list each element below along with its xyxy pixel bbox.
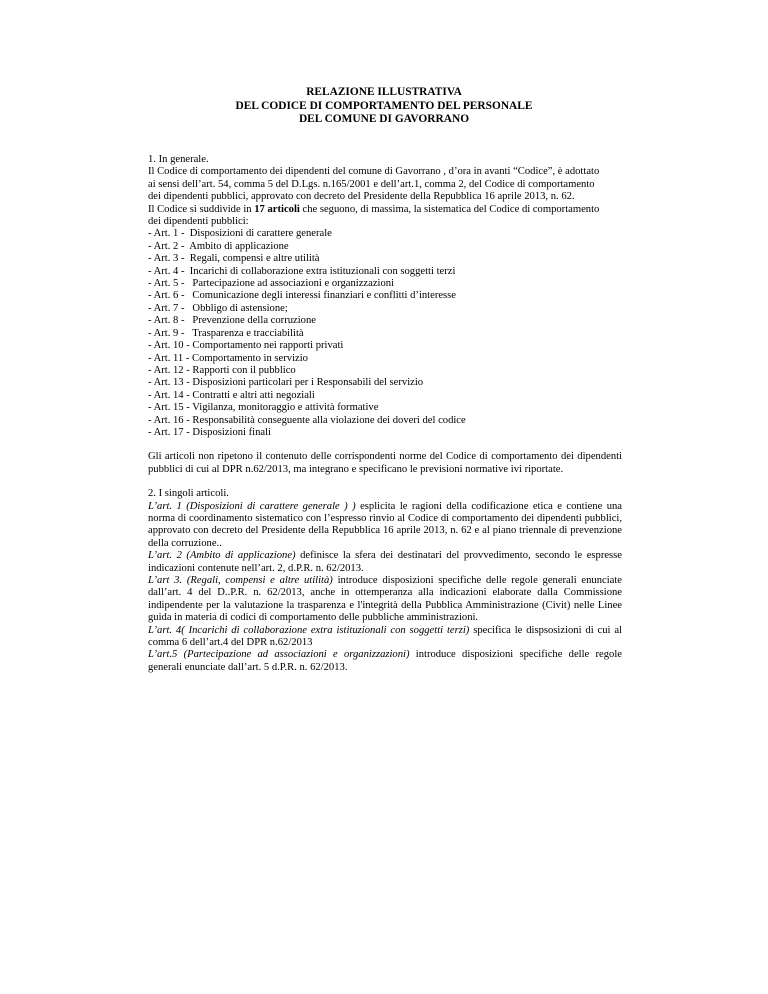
article-description xyxy=(148,550,622,575)
article-reference: L’art 3. (Regali, compensi e altre utilità) xyxy=(148,575,333,586)
article-item: - Art. 1 - Disposizioni di carattere generale xyxy=(148,228,332,240)
article-item: - Art. 10 - Comportamento nei rapporti privati xyxy=(148,340,344,352)
article-item: - Art. 11 - Comportamento in servizio xyxy=(148,352,308,364)
intro-line-1: Il Codice di comportamento dei dipendenti del comune di Gavorrano , d’ora in avanti “Codice”, è adottato xyxy=(148,166,600,178)
article-descriptions xyxy=(148,501,622,675)
subdivision-line-2: dei dipendenti pubblici: xyxy=(148,216,249,228)
article-item: - Art. 17 - Disposizioni finali xyxy=(148,426,271,438)
article-reference: L’art. 2 (Ambito di applicazione) xyxy=(148,550,296,562)
document-body xyxy=(148,154,622,674)
article-item: - Art. 9 - Trasparenza e tracciabilità xyxy=(148,327,304,339)
article-description-text: specifica le dispsosizioni di cui al comma 6 dell’art.4 del DPR n.62/2013 xyxy=(148,624,622,649)
article-item: - Art. 4 - Incarichi di collaborazione extra istituzionali con soggetti terzi xyxy=(148,265,456,277)
title-line-2: DEL CODICE DI COMPORTAMENTO DEL PERSONALE xyxy=(235,99,533,112)
closing-paragraph xyxy=(148,451,622,476)
article-description-text: definisce la sfera dei destinatari del provvedimento, secondo le espresse indicazioni contenute nell’art. 2, d.P.R. n. 62/2013. xyxy=(148,550,622,574)
title-line-1: RELAZIONE ILLUSTRATIVA xyxy=(306,86,462,98)
article-item: - Art. 15 - Vigilanza, monitoraggio e attività formative xyxy=(148,402,379,414)
subdivision-prefix: Il Codice si suddivide in xyxy=(148,203,255,215)
article-item: - Art. 16 - Responsabilità conseguente alla violazione dei doveri del codice xyxy=(148,414,466,426)
article-item: - Art. 7 - Obbligo di astensione; xyxy=(148,302,288,314)
article-item: - Art. 12 - Rapporti con il pubblico xyxy=(148,364,296,376)
article-reference: L’art. 4( Incarichi di collaborazione extra istituzionali con soggetti terzi) xyxy=(148,624,470,636)
article-item: - Art. 3 - Regali, compensi e altre utilità xyxy=(148,253,320,265)
subdivision-count: 17 articoli xyxy=(254,203,300,215)
subdivision-line xyxy=(148,204,622,216)
subdivision-suffix: che seguono, di massima, la sistematica del Codice di comportamento xyxy=(299,203,600,215)
section-1-heading: 1. In generale. xyxy=(148,154,209,165)
intro-line-3: dei dipendenti pubblici, approvato con decreto del Presidente della Repubblica 16 aprile 2013, n. 62. xyxy=(148,191,575,203)
article-item: - Art. 2 - Ambito di applicazione xyxy=(148,240,289,252)
section-2-heading: 2. I singoli articoli. xyxy=(148,488,229,500)
article-description xyxy=(148,625,622,650)
article-description xyxy=(148,575,622,625)
title-line-3: DEL COMUNE DI GAVORRANO xyxy=(298,113,470,125)
article-item: - Art. 13 - Disposizioni particolari per i Responsabili del servizio xyxy=(148,377,424,389)
article-item: - Art. 14 - Contratti e altri atti negoziali xyxy=(148,389,315,401)
article-item: - Art. 8 - Prevenzione della corruzione xyxy=(148,315,316,327)
article-reference: L’art.5 (Partecipazione ad associazioni e organizzazioni) xyxy=(148,649,410,661)
intro-line-2: ai sensi dell’art. 54, comma 5 del D.Lgs. n.165/2001 e dell’art.1, comma 2, del Codice di comportamento xyxy=(148,178,595,190)
article-description xyxy=(148,649,622,674)
closing-text: Gli articoli non ripetono il contenuto delle corrispondenti norme del Codice di comportamento dei dipendenti pubblici di cui al DPR n.62/2013, ma integrano e specificano le previsioni normative ivi riportate. xyxy=(148,451,622,475)
article-item: - Art. 5 - Partecipazione ad associazioni e organizzazioni xyxy=(148,278,395,290)
article-reference: L’art. 1 (Disposizioni di carattere generale ) ) xyxy=(148,500,356,512)
article-description-text: esplicita le ragioni della codificazione etica e contiene una norma di coordinamento sistematico con l’espresso rinvio al Codice di comportamento dei dipendenti pubblici, approvato con decreto del Presidente della Repubblica 16 aprile 2013, n. 62 e al piano triennale di prevenzione della corruzione.. xyxy=(148,500,622,549)
article-list xyxy=(148,228,622,439)
document-title xyxy=(0,86,768,127)
article-item: - Art. 6 - Comunicazione degli interessi finanziari e conflitti d’interesse xyxy=(148,290,457,302)
article-description-text: introduce disposizioni specifiche delle regole generali enunciate dall’art. 4 del D..P.R. n. 62/2013, anche in ottemperanza alla indicazioni elaborate dalla Commissione indipendente per la valutazione la trasparenza e l'integrità della Pubblica Amministrazione (Civit) nelle Linee guida in materia di codici di comportamento delle pubbliche amministrazioni. xyxy=(148,575,622,624)
article-description-text: introduce disposizioni specifiche delle regole generali enunciate dall’art. 5 d.P.R. n. 62/2013. xyxy=(148,649,622,673)
article-description xyxy=(148,501,622,551)
